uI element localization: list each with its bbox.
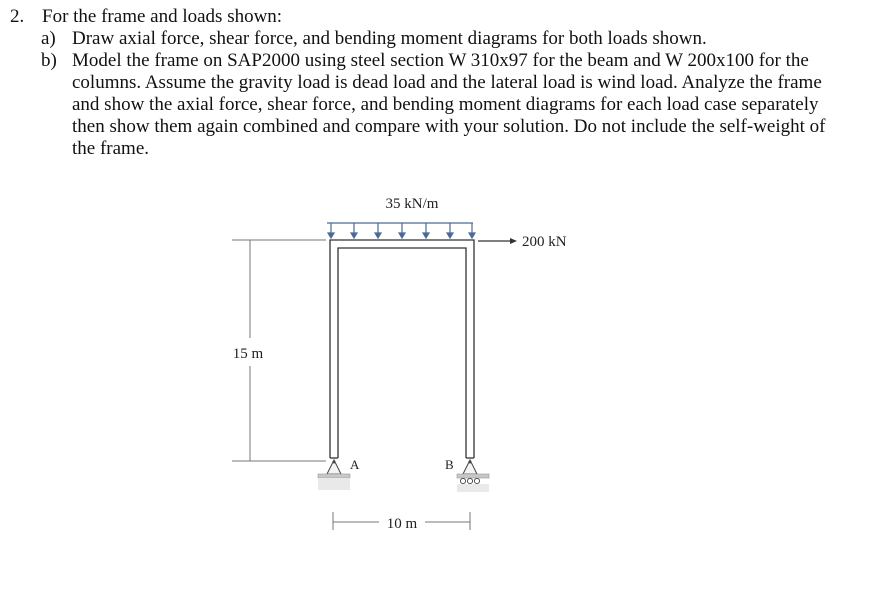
lateral-load-arrowhead (510, 238, 517, 244)
roller-wheel (467, 478, 472, 483)
span-label: 10 m (386, 516, 418, 532)
load-arrowhead (399, 233, 405, 238)
roller-plate (457, 474, 489, 478)
part-a-letter: a) (41, 28, 56, 49)
part-a-text: Draw axial force, shear force, and bending moment diagrams for both loads shown. (72, 28, 707, 49)
frame-outer-outline (330, 240, 474, 458)
roller-wheel (474, 478, 479, 483)
distributed-load-arrows (328, 223, 475, 238)
load-arrowhead (351, 233, 357, 238)
roller-wheel (460, 478, 465, 483)
problem-intro: For the frame and loads shown: (42, 6, 283, 27)
lateral-load-label: 200 kN (522, 234, 567, 250)
support-a-label: A (350, 457, 360, 472)
roller-ground (457, 484, 489, 492)
pin-hinge (333, 461, 336, 464)
roller-hinge (469, 461, 472, 464)
height-label: 15 m (232, 346, 264, 362)
lateral-load (478, 238, 517, 244)
load-arrowhead (328, 233, 334, 238)
load-arrowhead (375, 233, 381, 238)
part-b-letter: b) (41, 50, 57, 71)
pin-ground (318, 478, 350, 490)
support-b-roller (457, 460, 489, 492)
support-b-label: B (445, 457, 454, 472)
load-arrowhead (423, 233, 429, 238)
distributed-load (327, 223, 475, 238)
frame-inner-outline (338, 248, 466, 458)
portal-frame (330, 240, 474, 458)
problem-number: 2. (10, 6, 25, 27)
pin-base-plate (318, 474, 350, 478)
load-arrowhead (447, 233, 453, 238)
load-arrowhead (469, 233, 475, 238)
distributed-load-label: 35 kN/m (385, 196, 439, 212)
support-a-pin (318, 460, 350, 490)
part-b-text: Model the frame on SAP2000 using steel section W 310x97 for the beam and W 200x100 for the columns. Assume the gravity load is dead load and the lateral load is wind load. Analyze the frame and show the axial force, shear force, and bending moment diagrams for each load case separately then show them again combined and compare with your solution. Do not include the self-weight of the frame. (72, 50, 826, 159)
